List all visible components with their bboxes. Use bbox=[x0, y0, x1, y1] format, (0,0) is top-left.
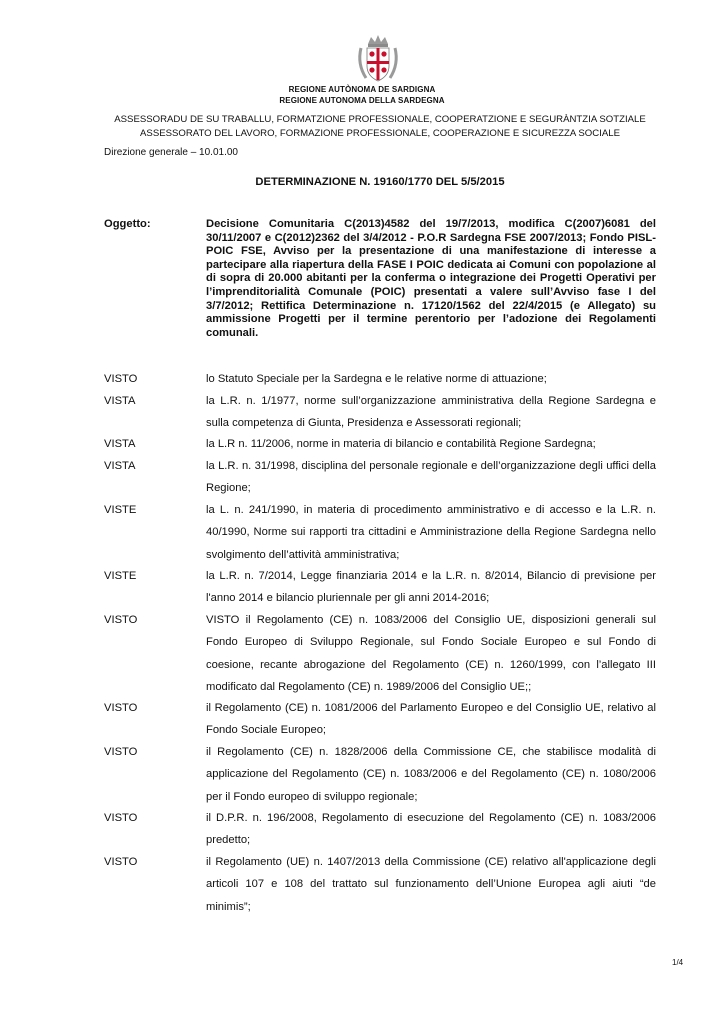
direzione-generale: Direzione generale – 10.01.00 bbox=[104, 147, 238, 158]
visto-label: VISTO bbox=[104, 614, 138, 626]
oggetto-text: Decisione Comunitaria C(2013)4582 del 19/7/2013, modifica C(2007)6081 del 30/11/2007 e C(2012)2362 del 3/4/2012 - P.O.R Sardegna FSE 2007/2013; Fondo PISL-POIC FSE, Avviso per la presentazione di una manifestazione di interesse a partecipare alla riapertura della FASE I POIC dedicata ai Comuni con popolazione al di sopra di 20.000 abitanti per la conferma o integrazione dei Progetti Operativi per l’imprenditorialità Comunale (POIC) presentati a valere sull’Avviso fase I del 3/7/2012; Rettifica Determinazione n. 17120/1562 del 22/4/2015 (e Allegato) su ammissione Progetti per il termine perentorio per l’adozione dei Regolamenti comunali. bbox=[206, 218, 656, 339]
visto-text: la L.R. n. 31/1998, disciplina del personale regionale e dell’organizzazione degli uffici della Regione; bbox=[206, 460, 656, 495]
visto-text: VISTO il Regolamento (CE) n. 1083/2006 del Consiglio UE, disposizioni generali sul Fondo Europeo di Sviluppo Regionale, sul Fondo Sociale Europeo e sul Fondo di coesione, recante abrogazione del Regolamento (CE) n. 1260/1999, con l’allegato III modificato dal Regolamento (CE) n. 1989/2006 del Consiglio UE;; bbox=[206, 614, 656, 694]
visto-label: VISTA bbox=[104, 395, 136, 407]
region-name-italian: REGIONE AUTONOMA DELLA SARDEGNA bbox=[279, 96, 445, 105]
visto-text: il Regolamento (CE) n. 1828/2006 della Commissione CE, che stabilisce modalità di applicazione del Regolamento (CE) n. 1083/2006 e del Regolamento (CE) n. 1080/2006 per il Fondo europeo di sviluppo regionale; bbox=[206, 746, 656, 803]
visto-label: VISTE bbox=[104, 570, 137, 582]
assessorate-italian: ASSESSORATO DEL LAVORO, FORMAZIONE PROFESSIONALE, COOPERAZIONE E SICUREZZA SOCIALE bbox=[140, 128, 620, 139]
visto-label: VISTE bbox=[104, 504, 137, 516]
visto-text: il D.P.R. n. 196/2008, Regolamento di esecuzione del Regolamento (CE) n. 1083/2006 predetto; bbox=[206, 812, 656, 847]
visto-label: VISTA bbox=[104, 438, 136, 450]
visto-label: VISTO bbox=[104, 746, 138, 758]
visto-text: la L.R. n. 1/1977, norme sull’organizzazione amministrativa della Regione Sardegna e sulla competenza di Giunta, Presidenza e Assessorati regionali; bbox=[206, 395, 656, 430]
visto-label: VISTA bbox=[104, 460, 136, 472]
visto-text: la L.R n. 11/2006, norme in materia di bilancio e contabilità Regione Sardegna; bbox=[206, 438, 596, 450]
visto-text: il Regolamento (CE) n. 1081/2006 del Parlamento Europeo e del Consiglio UE, relativo al Fondo Sociale Europeo; bbox=[206, 702, 656, 737]
visto-label: VISTO bbox=[104, 812, 138, 824]
visto-label: VISTO bbox=[104, 702, 138, 714]
visto-text: la L.R. n. 7/2014, Legge finanziaria 2014 e la L.R. n. 8/2014, Bilancio di previsione per l'anno 2014 e bilancio pluriennale per gli anni 2014-2016; bbox=[206, 570, 656, 605]
visto-label: VISTO bbox=[104, 856, 138, 868]
visto-text: lo Statuto Speciale per la Sardegna e le relative norme di attuazione; bbox=[206, 373, 547, 385]
visto-label: VISTO bbox=[104, 373, 138, 385]
assessorate-sardinian: ASSESSORADU DE SU TRABALLU, FORMATZIONE PROFESSIONALE, COOPERATZIONE E SEGURÀNTZIA SOTZIALE bbox=[114, 114, 646, 125]
region-name-sardinian: REGIONE AUTÒNOMA DE SARDIGNA bbox=[288, 85, 436, 94]
page-number: 1/4 bbox=[672, 958, 684, 967]
determination-title: DETERMINAZIONE N. 19160/1770 DEL 5/5/2015 bbox=[255, 176, 505, 188]
oggetto-label: Oggetto: bbox=[104, 218, 151, 230]
sardinia-coat-of-arms-icon bbox=[352, 34, 404, 84]
visto-text: la L. n. 241/1990, in materia di procedimento amministrativo e di accesso e la L.R. n. 40/1990, Norme sui rapporti tra cittadini e Amministrazione della Regione Sardegna nello svolgimento dell’attività amministrativa; bbox=[206, 504, 656, 561]
visto-text: il Regolamento (UE) n. 1407/2013 della Commissione (CE) relativo all'applicazione degli articoli 107 e 108 del trattato sul funzionamento dell’Unione Europea agli aiuti “de minimis”; bbox=[206, 856, 656, 913]
